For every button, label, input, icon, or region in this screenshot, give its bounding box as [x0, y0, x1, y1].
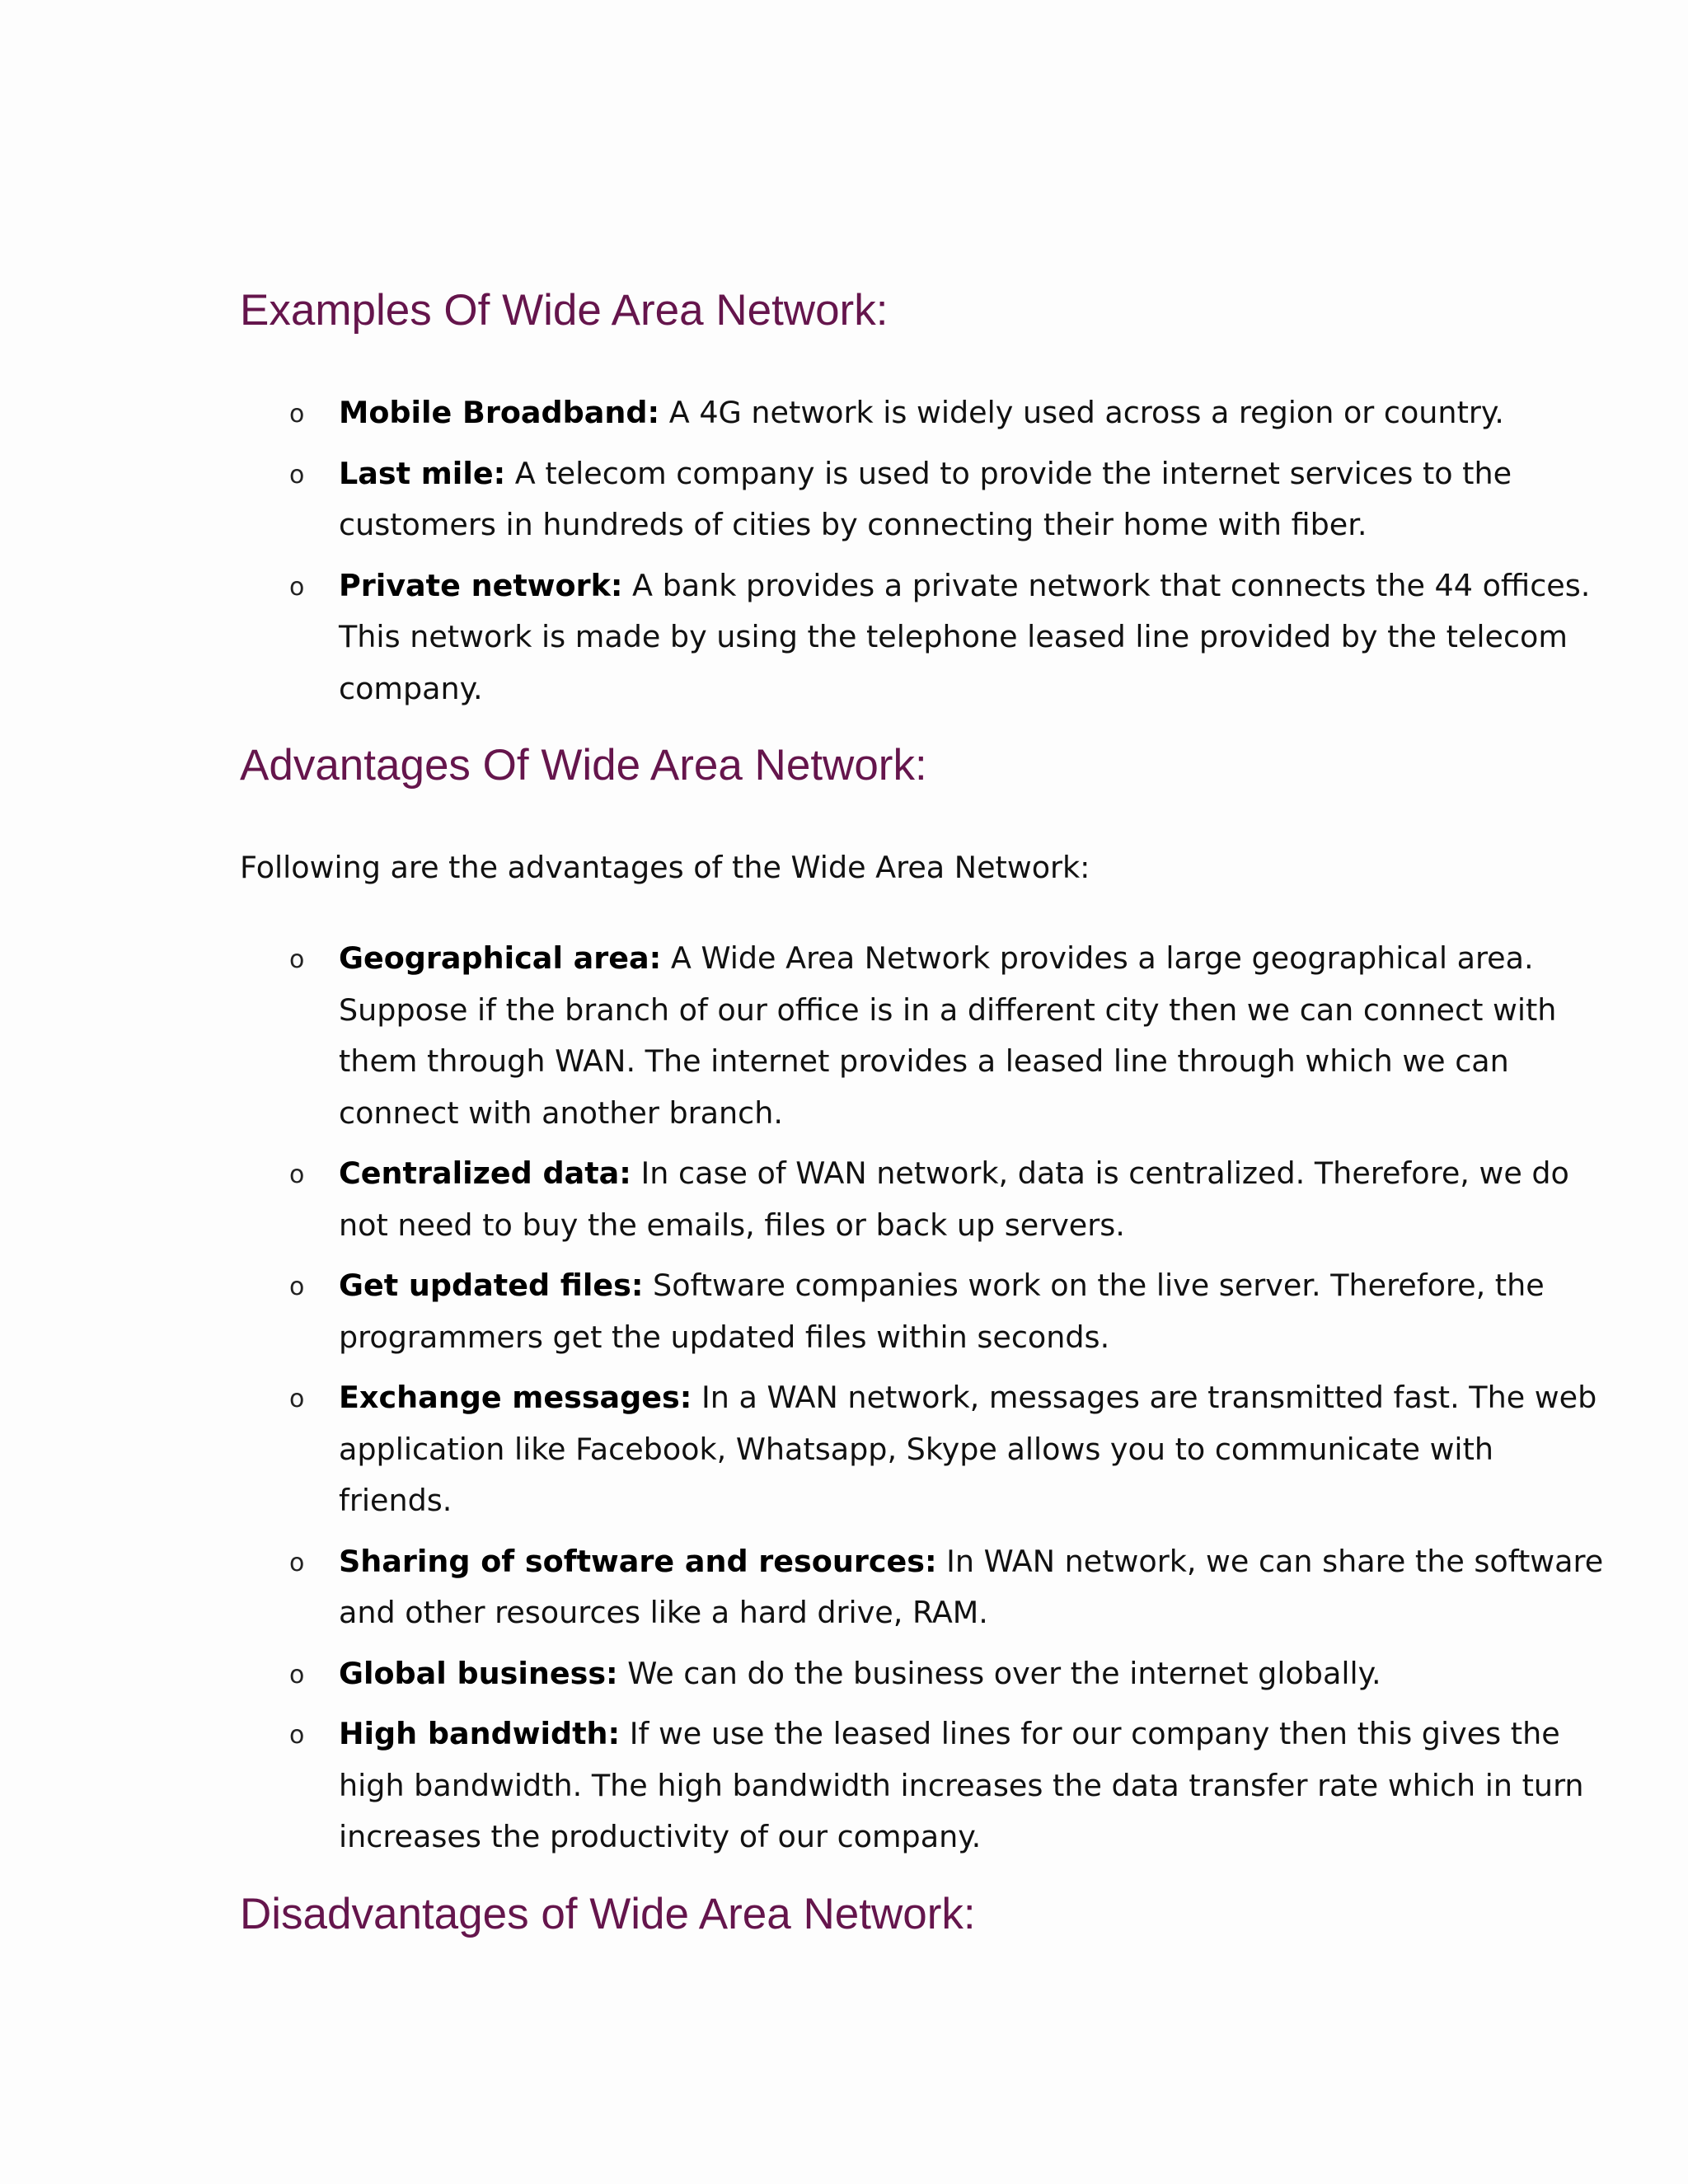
item-text: Software companies work on the live server. Therefore, the programmers get the updated files within seconds. — [339, 1268, 1545, 1355]
bullet-icon: o — [289, 1721, 305, 1750]
item-text: A 4G network is widely used across a region or country. — [659, 395, 1504, 430]
item-text: If we use the leased lines for our company then this gives the high bandwidth. The high bandwidth increases the data transfer rate which in turn increases the productivity of our company. — [339, 1716, 1584, 1854]
item-term: Sharing of software and resources: — [339, 1543, 937, 1579]
item-term: High bandwidth: — [339, 1716, 621, 1751]
item-text: In WAN network, we can share the software and other resources like a hard drive, RAM. — [339, 1543, 1604, 1630]
list-item-sharing-software — [0, 1536, 1608, 1639]
bullet-icon: o — [289, 1160, 305, 1189]
list-item-global-business — [0, 1648, 1608, 1700]
bullet-icon: o — [289, 1272, 305, 1301]
list-item-high-bandwidth — [0, 1708, 1608, 1863]
bullet-icon: o — [289, 400, 305, 429]
list-item-centralized-data — [0, 1148, 1608, 1251]
bullet-icon: o — [289, 460, 305, 490]
item-term: Global business: — [339, 1655, 618, 1691]
advantages-intro: Following are the advantages of the Wide Area Network: — [240, 850, 1090, 885]
item-text: A Wide Area Network provides a large geographical area. Suppose if the branch of our office is in a different city then we can connect with them through WAN. The internet provides a leased line through which we can connect with another branch. — [339, 940, 1557, 1131]
item-text: A bank provides a private network that connects the 44 offices. This network is made by using the telephone leased line provided by the telecom company. — [339, 567, 1591, 706]
item-text: A telecom company is used to provide the internet services to the customers in hundreds of cities by connecting their home with fiber. — [339, 455, 1512, 542]
item-term: Get updated files: — [339, 1268, 644, 1303]
list-item-mobile-broadband — [0, 387, 1608, 439]
list-item-get-updated-files — [0, 1260, 1608, 1363]
list-item-geographical-area — [0, 933, 1608, 1139]
bullet-icon: o — [289, 1548, 305, 1577]
list-item-private-network — [0, 560, 1608, 715]
bullet-icon: o — [289, 1385, 305, 1413]
item-term: Centralized data: — [339, 1155, 631, 1191]
item-text: In case of WAN network, data is centralized. Therefore, we do not need to buy the emails, files or back up servers. — [339, 1155, 1569, 1243]
advantages-list — [0, 933, 1608, 1872]
disadvantages-heading: Disadvantages of Wide Area Network: — [240, 1890, 976, 1938]
list-item-exchange-messages — [0, 1372, 1608, 1527]
item-term: Geographical area: — [339, 940, 662, 976]
examples-heading: Examples Of Wide Area Network: — [240, 286, 889, 335]
list-item-last-mile — [0, 448, 1608, 551]
item-term: Private network: — [339, 567, 623, 603]
item-text: In a WAN network, messages are transmitted fast. The web application like Facebook, Whatsapp, Skype allows you to communicate with friends. — [339, 1380, 1597, 1518]
item-text: We can do the business over the internet globally. — [617, 1655, 1381, 1691]
examples-list — [0, 387, 1608, 724]
item-term: Mobile Broadband: — [339, 395, 660, 430]
advantages-heading: Advantages Of Wide Area Network: — [240, 741, 927, 790]
bullet-icon: o — [289, 945, 305, 974]
bullet-icon: o — [289, 1660, 305, 1690]
item-term: Last mile: — [339, 455, 506, 491]
item-term: Exchange messages: — [339, 1380, 692, 1415]
bullet-icon: o — [289, 572, 305, 602]
